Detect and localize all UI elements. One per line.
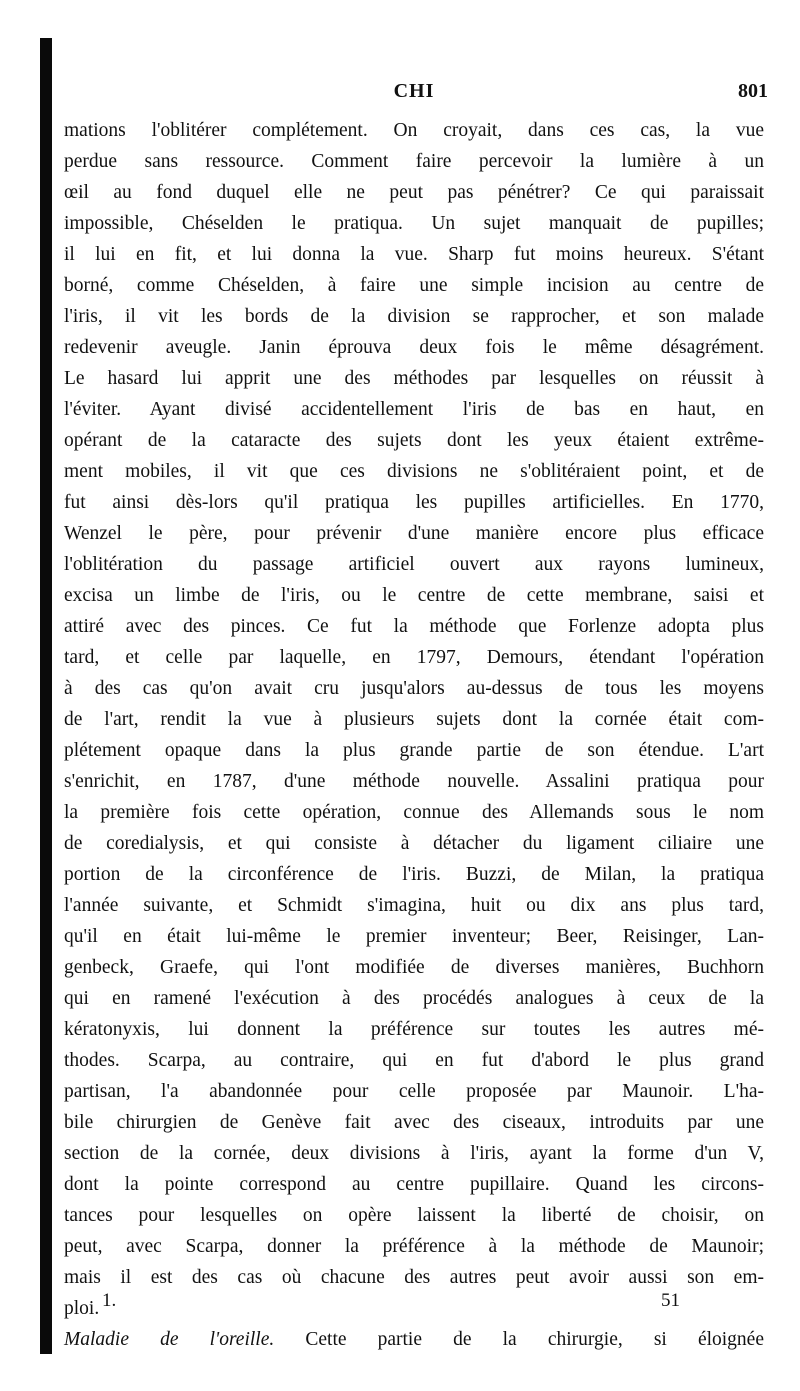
text-line: kératonyxis, lui donnent la préférence sur toutes les autres mé- [64, 1019, 764, 1040]
text-line: fut ainsi dès-lors qu'il pratiqua les pupilles artificielles. En 1770, [64, 492, 764, 513]
text-line: ploi. [64, 1298, 100, 1319]
page-footer [60, 1290, 680, 1318]
text-line: genbeck, Graefe, qui l'ont modifiée de diverses manières, Buchhorn [64, 957, 764, 978]
text-line: tard, et celle par laquelle, en 1797, Demours, étendant l'opération [64, 647, 764, 668]
text-line: de l'art, rendit la vue à plusieurs sujets dont la cornée était com- [64, 709, 764, 730]
catchword: 51 [661, 1290, 680, 1311]
text-line: l'année suivante, et Schmidt s'imagina, huit ou dix ans plus tard, [64, 895, 764, 916]
section-text: Cette partie de la chirurgie, si éloignée [274, 1329, 764, 1350]
text-line: opérant de la cataracte des sujets dont les yeux étaient extrême- [64, 430, 764, 451]
text-line: thodes. Scarpa, au contraire, qui en fut d'abord le plus grand [64, 1050, 764, 1071]
text-line: excisa un limbe de l'iris, ou le centre de cette membrane, saisi et [64, 585, 764, 606]
section-heading-italic: Maladie de l'oreille. [64, 1329, 275, 1350]
text-line: section de la cornée, deux divisions à l'iris, ayant la forme d'un V, [64, 1143, 764, 1164]
text-line: partisan, l'a abandonnée pour celle proposée par Maunoir. L'ha- [64, 1081, 764, 1102]
text-line: tances pour lesquelles on opère laissent la liberté de choisir, on [64, 1205, 764, 1226]
text-line: peut, avec Scarpa, donner la préférence à la méthode de Maunoir; [64, 1236, 764, 1257]
text-line: perdue sans ressource. Comment faire percevoir la lumière à un [64, 151, 764, 172]
text-line: l'iris, il vit les bords de la division se rapprocher, et son malade [64, 306, 764, 327]
text-line: œil au fond duquel elle ne peut pas pénétrer? Ce qui paraissait [64, 182, 764, 203]
text-line: il lui en fit, et lui donna la vue. Sharp fut moins heureux. S'étant [64, 244, 764, 265]
text-line: à des cas qu'on avait cru jusqu'alors au-dessus de tous les moyens [64, 678, 764, 699]
text-line: impossible, Chéselden le pratiqua. Un sujet manquait de pupilles; [64, 213, 764, 234]
text-line-section-start [64, 1324, 764, 1355]
text-line: Le hasard lui apprit une des méthodes par lesquelles on réussit à [64, 368, 764, 389]
text-line: attiré avec des pinces. Ce fut la méthode que Forlenze adopta plus [64, 616, 764, 637]
text-line: s'enrichit, en 1787, d'une méthode nouvelle. Assalini pratiqua pour [64, 771, 764, 792]
text-line: la première fois cette opération, connue des Allemands sous le nom [64, 802, 764, 823]
running-head: CHI [393, 80, 435, 102]
text-line: plétement opaque dans la plus grande partie de son étendue. L'art [64, 740, 764, 761]
body-text [64, 115, 764, 1355]
text-line: mais il est des cas où chacune des autres peut avoir aussi son em- [64, 1267, 764, 1288]
text-line: redevenir aveugle. Janin éprouva deux fois le même désagrément. [64, 337, 764, 358]
text-line: qui en ramené l'exécution à des procédés analogues à ceux de la [64, 988, 764, 1009]
text-line: Wenzel le père, pour prévenir d'une manière encore plus efficace [64, 523, 764, 544]
text-line: l'éviter. Ayant divisé accidentellement l'iris de bas en haut, en [64, 399, 764, 420]
signature-mark: 1. [102, 1290, 117, 1311]
text-line: qu'il en était lui-même le premier inventeur; Beer, Reisinger, Lan- [64, 926, 764, 947]
text-line: l'oblitération du passage artificiel ouvert aux rayons lumineux, [64, 554, 764, 575]
text-line: dont la pointe correspond au centre pupillaire. Quand les circons- [64, 1174, 764, 1195]
text-line: de coredialysis, et qui consiste à détacher du ligament ciliaire une [64, 833, 764, 854]
text-line: ment mobiles, il vit que ces divisions ne s'oblitéraient point, et de [64, 461, 764, 482]
page-spine-shadow [40, 38, 52, 1354]
text-line: borné, comme Chéselden, à faire une simple incision au centre de [64, 275, 764, 296]
text-line: mations l'oblitérer complétement. On croyait, dans ces cas, la vue [64, 120, 764, 141]
text-line: portion de la circonférence de l'iris. Buzzi, de Milan, la pratiqua [64, 864, 764, 885]
text-line: bile chirurgien de Genève fait avec des ciseaux, introduits par une [64, 1112, 764, 1133]
page-header [60, 80, 768, 110]
page-number: 801 [738, 80, 768, 102]
